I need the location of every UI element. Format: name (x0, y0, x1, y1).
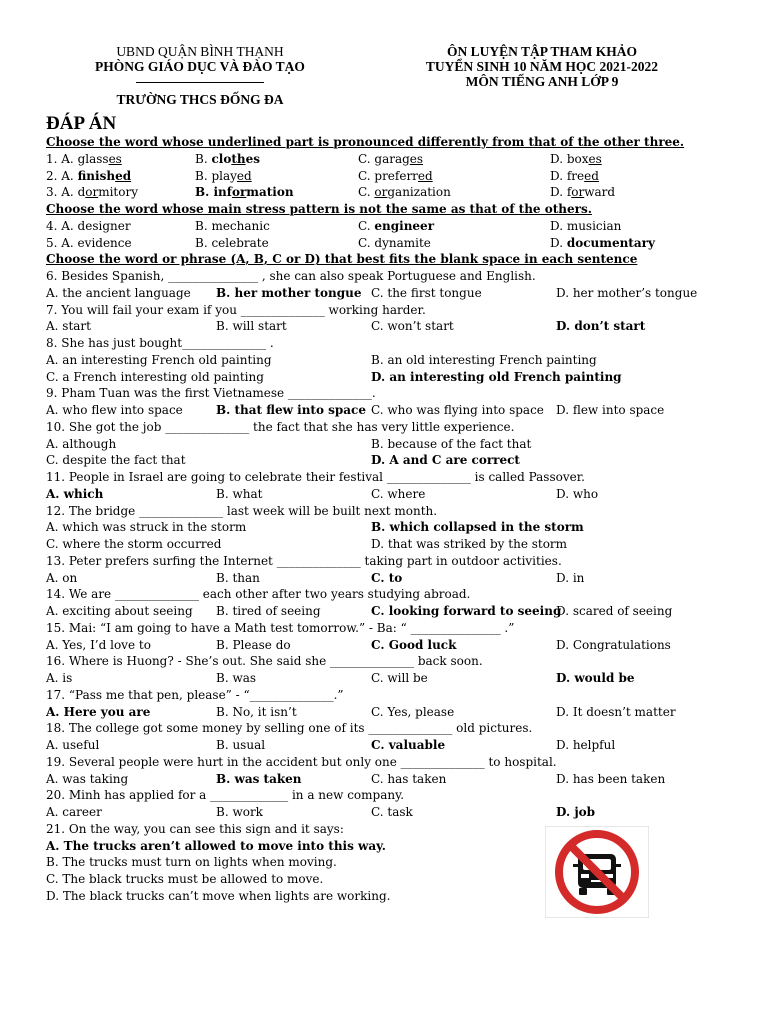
option-d: D. freed (550, 168, 599, 183)
school-header (80, 44, 320, 107)
options-row (46, 804, 726, 821)
option-d: D. in (556, 570, 585, 585)
options-row (46, 486, 726, 503)
option-d: D. would be (556, 671, 635, 685)
option-a: A. Here you are (46, 704, 151, 719)
education-department: PHÒNG GIÁO DỤC VÀ ĐÀO TẠO (95, 59, 305, 74)
option-c: C. valuable (371, 738, 446, 752)
option-a: 2. A. finished (46, 168, 132, 183)
option-d: D. don’t start (556, 319, 646, 334)
option-c: C. looking forward to seeing (371, 604, 562, 618)
options-row (46, 737, 726, 754)
option-b: B. was (216, 671, 257, 685)
question-stem: 18. The college got some money by selling one of its ______________ old pictures. (46, 721, 533, 736)
option-a: A. although (46, 436, 117, 451)
options-row (46, 570, 726, 587)
question-stem: 8. She has just bought______________ . (46, 336, 274, 350)
options-row (46, 318, 726, 335)
option-d: D. Congratulations (556, 637, 671, 652)
options-row (46, 603, 726, 620)
header-divider (136, 82, 264, 83)
option-b: B. was taken (216, 771, 302, 786)
option-d: D. who (556, 486, 599, 501)
option-c: C. where the storm occurred (46, 537, 222, 551)
option-a: A. start (46, 319, 91, 334)
option-a: A. the ancient language (46, 285, 191, 300)
option-d: D. an interesting old French painting (371, 369, 622, 384)
option-b: B. than (216, 570, 260, 585)
question-stem: 17. “Pass me that pen, please” - “______________.” (46, 687, 344, 702)
option-b: B. because of the fact that (371, 436, 532, 451)
option-c: C. garages (358, 151, 424, 166)
option-b: B. No, it isn’t (216, 704, 297, 719)
school-name: TRƯỜNG THCS ĐỐNG ĐA (116, 92, 284, 107)
option-b: B. will start (216, 319, 287, 334)
question-stem: 19. Several people were hurt in the accident but only one ______________ to hospital. (46, 754, 557, 769)
option-d: D. boxes (550, 151, 602, 166)
option-c: C. won’t start (371, 319, 454, 334)
option-a: A. which (46, 486, 104, 501)
option-c: C. will be (371, 671, 428, 685)
option-b: B. usual (216, 738, 266, 752)
answer-key-title: ĐÁP ÁN (46, 113, 117, 134)
options-row (46, 352, 726, 369)
options-row (46, 637, 726, 654)
question-stem: 7. You will fail your exam if you ______________ working harder. (46, 302, 426, 317)
question-2 (46, 168, 726, 185)
option-a: A. The trucks aren’t allowed to move into this way. (46, 838, 386, 853)
option-b: B. an old interesting French painting (371, 352, 597, 367)
option-c: C. Yes, please (371, 704, 455, 719)
questions (46, 134, 726, 905)
option-c: C. the first tongue (371, 285, 482, 300)
question-stem: 13. Peter prefers surfing the Internet ______________ taking part in outdoor activities. (46, 553, 562, 568)
option-a: 3. A. dormitory (46, 185, 138, 200)
option-d: D. scared of seeing (556, 604, 673, 618)
option-b: B. that flew into space (216, 403, 366, 417)
option-a: A. career (46, 805, 102, 819)
option-b: B. information (195, 185, 294, 200)
option-a: A. Yes, I’d love to (46, 637, 151, 652)
section-3-instruction: Choose the word or phrase (A, B, C or D) that best fits the blank space in each sentence (46, 252, 638, 267)
option-a: A. on (46, 570, 78, 585)
section-3-questions (46, 268, 726, 821)
option-c: C. has taken (371, 771, 447, 786)
option-c: C. a French interesting old painting (46, 369, 264, 384)
question-stem: 14. We are ______________ each other after two years studying abroad. (46, 587, 471, 602)
option-b: B. celebrate (195, 235, 269, 250)
option-d: D. forward (550, 185, 616, 200)
option-a: A. an interesting French old painting (46, 352, 272, 367)
option-d: D. A and C are correct (371, 453, 520, 468)
options-row (46, 285, 726, 302)
option-d: D. helpful (556, 738, 616, 752)
option-d: D. that was striked by the storm (371, 537, 568, 551)
option-a: 4. A. designer (46, 218, 131, 233)
question-stem: 12. The bridge ______________ last week will be built next month. (46, 503, 438, 518)
option-c: C. task (371, 805, 413, 819)
option-d: D. The black trucks can’t move when lights are working. (46, 888, 391, 903)
options-row (46, 704, 726, 721)
option-d: D. It doesn’t matter (556, 704, 676, 719)
option-b: B. what (216, 486, 263, 501)
question-stem: 10. She got the job ______________ the fact that she has very little experience. (46, 419, 515, 434)
option-b: B. clothes (195, 151, 260, 166)
option-b: B. work (216, 805, 263, 819)
question-1 (46, 151, 726, 168)
question-stem: 9. Pham Tuan was the first Vietnamese ______________. (46, 386, 376, 401)
no-trucks-sign-icon (545, 826, 649, 918)
option-d: D. has been taken (556, 771, 666, 786)
options-row (46, 369, 726, 386)
option-b: B. mechanic (195, 218, 270, 233)
option-c: C. organization (358, 185, 451, 200)
option-c: C. The black trucks must be allowed to move. (46, 872, 324, 886)
option-c: C. who was flying into space (371, 403, 544, 417)
option-d: D. flew into space (556, 403, 665, 417)
options-row (46, 771, 726, 788)
exam-year: TUYỂN SINH 10 NĂM HỌC 2021-2022 (425, 59, 659, 74)
question-5 (46, 235, 726, 252)
options-row (46, 536, 726, 553)
option-b: B. which collapsed in the storm (371, 520, 584, 535)
option-c: C. despite the fact that (46, 453, 186, 468)
option-b: B. her mother tongue (216, 285, 362, 300)
question-stem: 15. Mai: “I am going to have a Math test tomorrow.” - Ba: “ _______________ .” (46, 620, 515, 635)
exam-header (392, 44, 692, 89)
option-a: A. which was struck in the storm (46, 520, 247, 535)
district-committee: UBND QUẬN BÌNH THẠNH (116, 44, 284, 59)
option-b: B. played (195, 168, 252, 183)
question-3 (46, 184, 726, 201)
question-stem: 16. Where is Huong? - She’s out. She said she ______________ back soon. (46, 654, 483, 669)
exam-subject: MÔN TIẾNG ANH LỚP 9 (465, 74, 619, 89)
option-c: C. preferred (358, 168, 433, 183)
options-row (46, 519, 726, 536)
option-c: C. engineer (358, 218, 435, 233)
section-2-instruction: Choose the word whose main stress pattern is not the same as that of the others. (46, 202, 592, 216)
option-c: C. Good luck (371, 637, 457, 652)
options-row (46, 670, 726, 687)
option-c: C. to (371, 570, 403, 585)
option-b: B. tired of seeing (216, 604, 321, 618)
question-stem: 6. Besides Spanish, _______________ , she can also speak Portuguese and English. (46, 269, 536, 283)
option-c: C. dynamite (358, 235, 431, 250)
option-d: D. musician (550, 218, 622, 233)
option-a: 1. A. glasses (46, 151, 122, 166)
question-21-stem: 21. On the way, you can see this sign and it says: (46, 821, 344, 836)
option-b: B. Please do (216, 637, 291, 652)
option-a: A. is (46, 671, 73, 685)
options-row (46, 436, 726, 453)
question-stem: 20. Minh has applied for a _____________ in a new company. (46, 788, 405, 803)
option-b: B. The trucks must turn on lights when moving. (46, 855, 337, 870)
option-a: A. was taking (46, 771, 129, 786)
section-1-instruction: Choose the word whose underlined part is pronounced differently from that of the other three. (46, 135, 685, 149)
option-d: D. job (556, 805, 596, 819)
option-a: 5. A. evidence (46, 235, 132, 250)
question-stem: 11. People in Israel are going to celebrate their festival ______________ is called Passover. (46, 470, 585, 484)
option-d: D. documentary (550, 235, 655, 250)
option-c: C. where (371, 486, 426, 501)
option-a: A. exciting about seeing (46, 604, 193, 618)
option-a: A. useful (46, 738, 100, 752)
option-d: D. her mother’s tongue (556, 285, 698, 300)
exam-title: ÔN LUYỆN TẬP THAM KHẢO (446, 44, 638, 59)
question-4 (46, 218, 726, 235)
options-row (46, 452, 726, 469)
option-a: A. who flew into space (46, 403, 183, 417)
options-row (46, 402, 726, 419)
